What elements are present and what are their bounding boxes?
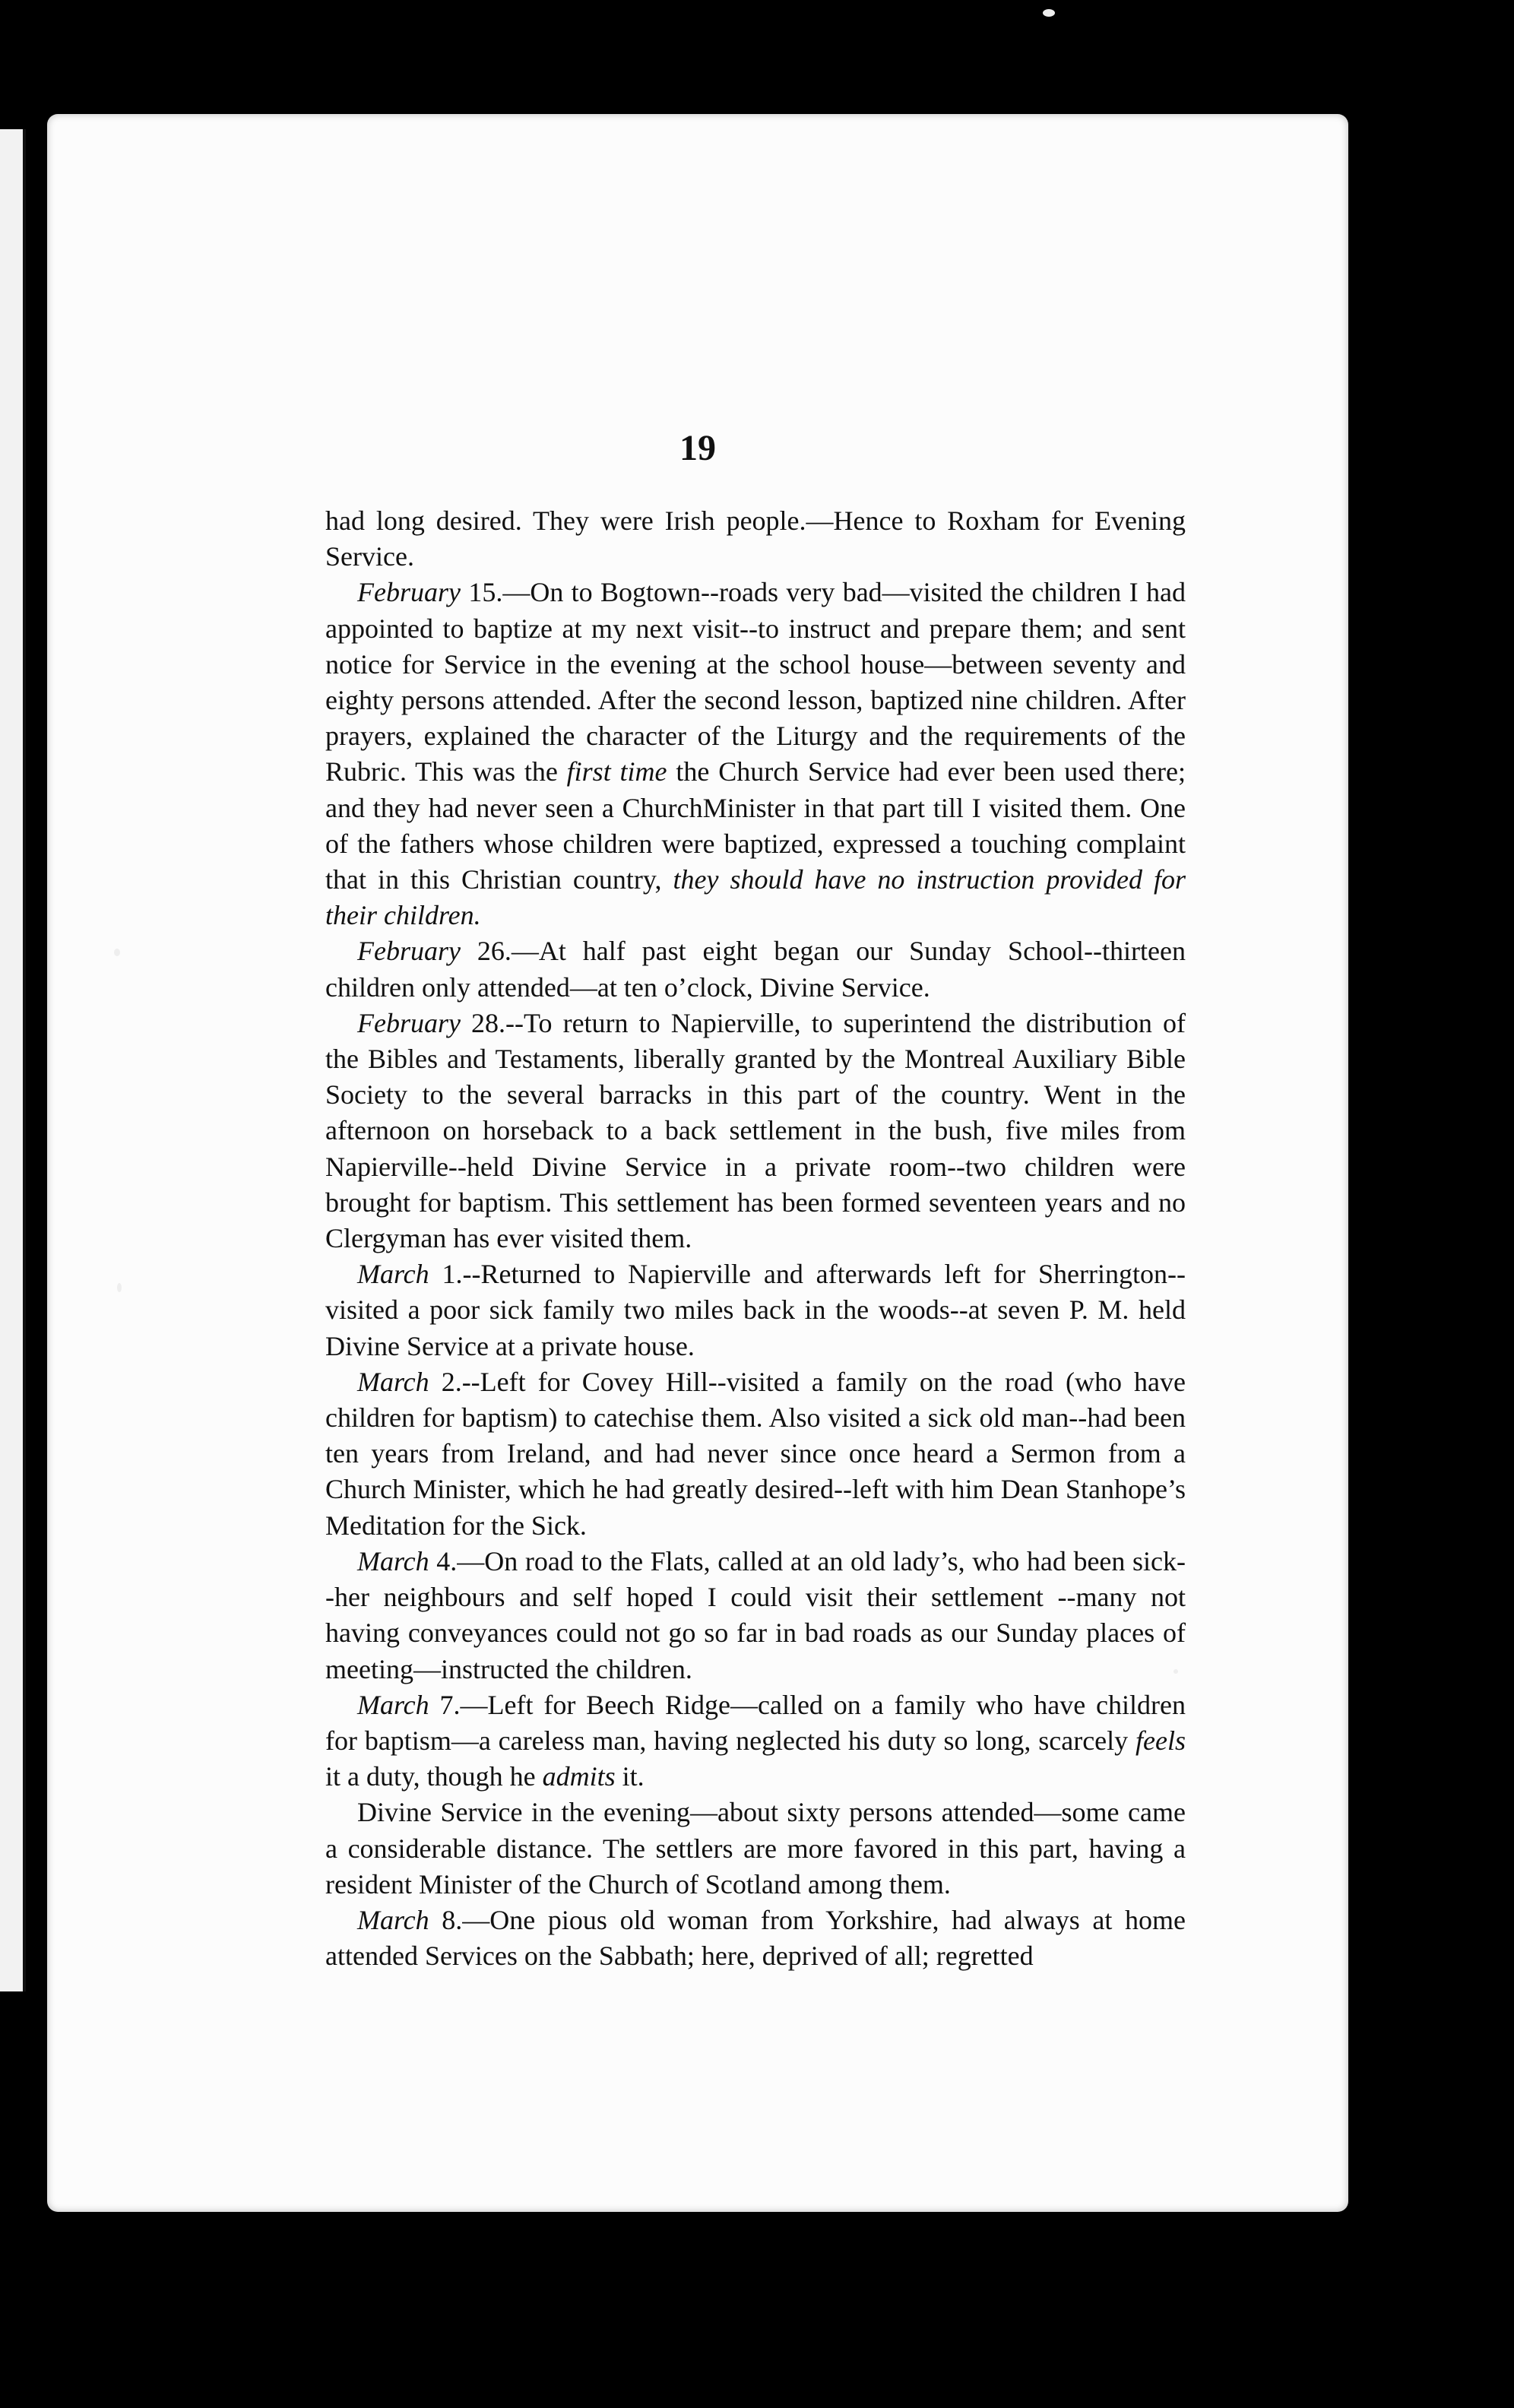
body-text bbox=[325, 503, 1186, 1974]
facing-page-edge bbox=[0, 129, 26, 1991]
paragraph bbox=[325, 933, 1186, 1005]
scan-speck bbox=[114, 949, 120, 956]
text-run: 26.—At half past eight began our Sunday School--thirteen children only attended—at ten o’clock, Divine Service. bbox=[325, 936, 1186, 1003]
text-run: it. bbox=[615, 1761, 645, 1792]
italic-text: feels bbox=[1136, 1725, 1186, 1756]
paragraph bbox=[325, 1795, 1186, 1903]
italic-text: February bbox=[357, 936, 461, 967]
text-run: 15.—On to Bogtown--roads very bad—visited the children I had appointed to baptize at my next visit--to instruct and prepare them; and sent notice for Service in the evening at the school house—between seventy and eighty persons attended. After the second lesson, baptized nine children. After prayers, explained the character of the Liturgy and the requirements of the Rubric. This was the bbox=[325, 577, 1186, 787]
scan-speck bbox=[117, 1283, 122, 1292]
italic-text: they should have no instruction provided for their children. bbox=[325, 864, 1186, 931]
italic-text: February bbox=[357, 1007, 461, 1038]
paragraph bbox=[325, 1544, 1186, 1687]
text-run: 7.—Left for Beech Ridge—called on a family who have children for baptism—a careless man, having neglected his duty so long, scarcely bbox=[325, 1689, 1186, 1756]
italic-text: March bbox=[357, 1366, 429, 1397]
italic-text: March bbox=[357, 1259, 429, 1290]
italic-text: first time bbox=[566, 756, 667, 787]
italic-text: February bbox=[357, 577, 461, 608]
text-run: 4.—On road to the Flats, called at an old lady’s, who had been sick--her neighbours and self hoped I could visit their settlement --many not having conveyances could not go so far in bad roads as our Sunday places of meeting—instructed the children. bbox=[325, 1545, 1186, 1684]
scan-speck bbox=[1043, 9, 1055, 17]
paragraph bbox=[325, 1687, 1186, 1795]
paragraph bbox=[325, 575, 1186, 933]
text-run: 2.--Left for Covey Hill--visited a family on the road (who have children for baptism) to catechise them. Also visited a sick old man--had been ten years from Ireland, and had never since once heard a Sermon from a Church Minister, which he had greatly desired--left with him Dean Stanhope’s Meditation for the Sick. bbox=[325, 1366, 1186, 1541]
paragraph bbox=[325, 1364, 1186, 1544]
text-run: 28.--To return to Napierville, to superintend the distribution of the Bibles and Testaments, liberally granted by the Montreal Auxiliary Bible Society to the several barracks in this part of the country. Went in the afternoon on horseback to a back settlement in the bush, five miles from Napierville--held Divine Service in a private room--two children were brought for baptism. This settlement has been formed seventeen years and no Clergyman has ever visited them. bbox=[325, 1007, 1186, 1254]
italic-text: March bbox=[357, 1904, 429, 1935]
paragraph bbox=[325, 1903, 1186, 1974]
paragraph bbox=[325, 503, 1186, 575]
italic-text: admits bbox=[542, 1761, 616, 1792]
text-run: the Church Service had ever been used there; and they had never seen a ChurchMinister in that part till I visited them. One of the fathers whose children were baptized, expressed a touching complaint that in this Christian country, bbox=[325, 756, 1186, 895]
italic-text: March bbox=[357, 1689, 429, 1720]
book-page bbox=[47, 114, 1348, 2212]
text-run: 1.--Returned to Napierville and afterwards left for Sherrington--visited a poor sick family two miles back in the woods--at seven P. M. held Divine Service at a private house. bbox=[325, 1259, 1186, 1361]
scan-speck bbox=[1174, 1669, 1178, 1674]
text-run: Divine Service in the evening—about sixty persons attended—some came a considerable distance. The settlers are more favored in this part, having a resident Minister of the Church of Scotland among them. bbox=[325, 1797, 1186, 1899]
page-number: 19 bbox=[679, 428, 716, 468]
text-run: 8.—One pious old woman from Yorkshire, had always at home attended Services on the Sabbath; here, deprived of all; regretted bbox=[325, 1904, 1186, 1972]
paragraph bbox=[325, 1006, 1186, 1256]
paragraph bbox=[325, 1256, 1186, 1364]
italic-text: March bbox=[357, 1545, 429, 1576]
text-run: had long desired. They were Irish people.—Hence to Roxham for Evening Service. bbox=[325, 505, 1186, 572]
text-run: it a duty, though he bbox=[325, 1761, 543, 1792]
